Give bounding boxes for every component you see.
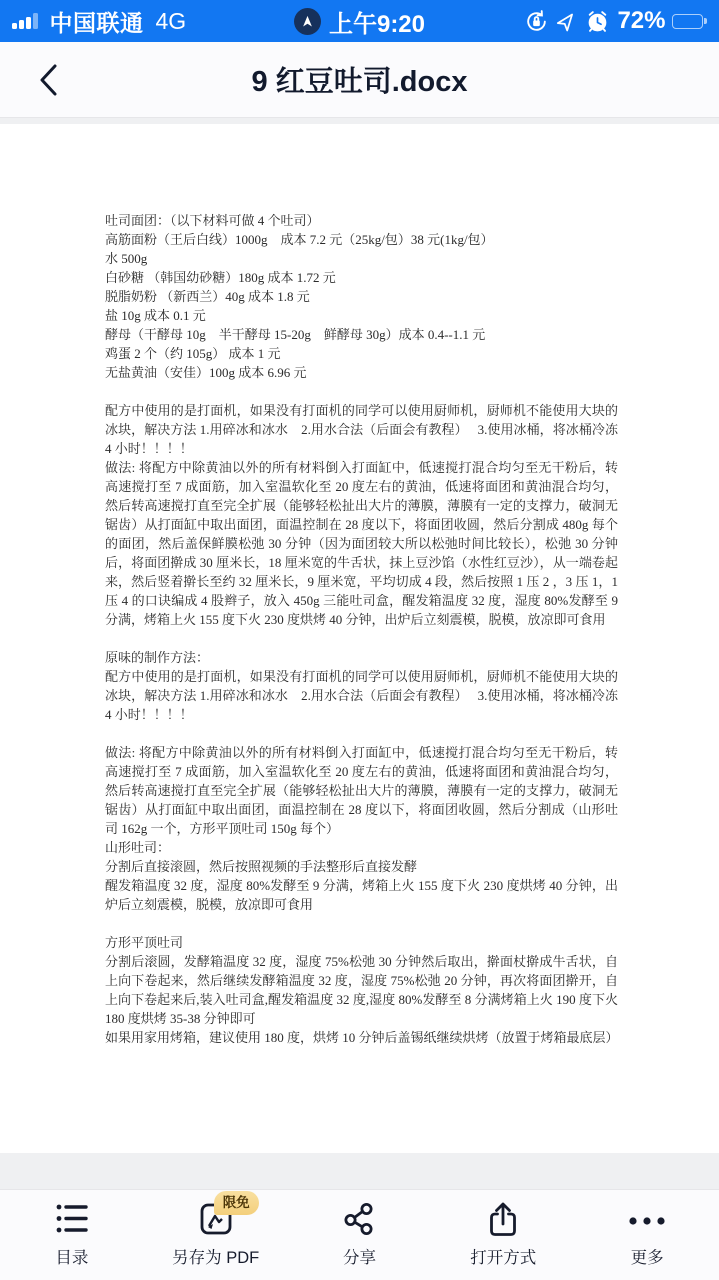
doc-paragraph-blank: [105, 724, 618, 743]
more-label: 更多: [630, 1249, 664, 1267]
share-button[interactable]: [288, 1198, 432, 1280]
carrier-label: 中国联通: [49, 9, 144, 36]
back-button[interactable]: [26, 58, 70, 102]
doc-paragraph: 做法: 将配方中除黄油以外的所有材料倒入打面缸中，低速搅打混合均匀至无干粉后，转高速搅打至 7 成面筋，加入室温软化至 20 度左右的黄油，低速将面团和黄油混合均匀，然后转高速搅打直至完全扩展（能够轻松扯出大片的薄膜，薄膜有一定的支撑力，破洞无锯齿）从打面缸中取出面团，面温控制在 28 度以下，将面团收圆，然后分割成（山形吐司 162g 一个，方形平顶吐司 150g 每个）: [105, 745, 618, 836]
status-center: [294, 4, 425, 39]
doc-paragraph: 无盐黄油（安佳）100g 成本 6.96 元: [105, 365, 307, 380]
bottom-toolbar: [0, 1189, 719, 1280]
document-title: 9 红豆吐司.docx: [251, 66, 468, 98]
share-nodes-icon: [341, 1198, 377, 1240]
doc-paragraph: 脱脂奶粉 （新西兰）40g 成本 1.8 元: [105, 289, 310, 304]
alarm-clock-icon: [585, 9, 610, 34]
doc-paragraph-blank: [105, 914, 618, 933]
rotation-lock-icon: [524, 9, 549, 34]
network-type-label: 4G: [155, 7, 187, 34]
toc-list-icon: [53, 1198, 91, 1240]
doc-paragraph: 吐司面团：（以下材料可做 4 个吐司）: [105, 213, 320, 228]
open-with-icon: [485, 1198, 521, 1240]
doc-paragraph: 高筋面粉（王后白线）1000g 成本 7.2 元（25kg/包）38 元(1kg/包）: [105, 232, 494, 247]
share-label: 分享: [342, 1249, 376, 1267]
doc-paragraph: 山形吐司：: [105, 840, 171, 855]
doc-paragraph: 醒发箱温度 32 度，湿度 80%发酵至 9 分满，烤箱上火 155 度下火 230 度烘烤 40 分钟，出炉后立刻震模，脱模，放凉即可食用: [105, 878, 618, 912]
doc-paragraph: 水 500g: [105, 251, 148, 266]
limited-free-badge: 限免: [214, 1191, 259, 1215]
open-with-label: 打开方式: [470, 1249, 537, 1267]
doc-paragraph-blank: [105, 629, 618, 648]
signal-bars-icon: [12, 13, 38, 29]
doc-paragraph-blank: [105, 382, 618, 401]
clock-time-label: 上午9:20: [328, 10, 426, 38]
more-dots-icon: [625, 1198, 669, 1240]
doc-paragraph: 配方中使用的是打面机，如果没有打面机的同学可以使用厨师机，厨师机不能使用大块的冰块，解决方法 1.用碎冰和冰水 2.用水合法（后面会有教程） 3.使用冰桶，将冰桶冷冻 4 小时！！！！: [105, 669, 618, 722]
nav-bar: [0, 42, 719, 118]
open-with-button[interactable]: [431, 1198, 575, 1280]
doc-paragraph: 如果用家用烤箱，建议使用 180 度，烘烤 10 分钟后盖锡纸继续烘烤（放置于烤箱最底层）: [105, 1030, 619, 1045]
doc-paragraph: 酵母（干酵母 10g 半干酵母 15-20g 鲜酵母 30g）成本 0.4--1.1 元: [105, 327, 486, 342]
battery-percent-label: 72%: [617, 7, 666, 34]
doc-paragraph: 白砂糖 （韩国幼砂糖）180g 成本 1.72 元: [105, 270, 336, 285]
chevron-left-icon: [36, 62, 60, 98]
toc-button[interactable]: [0, 1198, 144, 1280]
location-active-circle-icon: [294, 8, 321, 35]
document-page: [0, 124, 719, 1153]
doc-paragraph: 分割后直接滚圆，然后按照视频的手法整形后直接发酵: [105, 859, 418, 874]
doc-paragraph: 盐 10g 成本 0.1 元: [105, 308, 206, 323]
doc-paragraph: 做法: 将配方中除黄油以外的所有材料倒入打面缸中，低速搅打混合均匀至无干粉后，转高速搅打至 7 成面筋，加入室温软化至 20 度左右的黄油，低速将面团和黄油混合均匀，然后转高速搅打直至完全扩展（能够轻松扯出大片的薄膜，薄膜有一定的支撑力，破洞无锯齿）从打面缸中取出面团，面温控制在 28 度以下，将面团收圆，然后分割成 480g 每个的面团，然后盖保鲜膜松弛 30 分钟（因为面团较大所以松弛时间比较长），松弛 30 分钟后，将面团擀成 30 厘米长，18 厘米宽的牛舌状，抹上豆沙馅（水性红豆沙），从一端卷起来，然后竖着擀长至约 32 厘米长，9 厘米宽，平均切成 4 段，然后按照 1 压 2 ，3 压 1，1 压 4 的口诀编成 4 股辫子，放入 450g 三能吐司盒，醒发箱温度 32 度，湿度 80%发酵至 9 分满，烤箱上火 155 度下火 230 度烘烤 40 分钟，出炉后立刻震模，脱模，放凉即可食用: [105, 460, 618, 627]
doc-paragraph: 方形平顶吐司: [105, 935, 184, 950]
toc-label: 目录: [55, 1249, 89, 1267]
battery-icon: [672, 14, 707, 29]
save-as-pdf-label: 另存为 PDF: [172, 1249, 260, 1267]
document-viewport[interactable]: [0, 118, 719, 1189]
pdf-export-icon: [198, 1195, 250, 1240]
doc-paragraph: 鸡蛋 2 个（约 105g） 成本 1 元: [105, 346, 281, 361]
more-button[interactable]: [575, 1198, 719, 1280]
doc-paragraph: 原味的制作方法：: [105, 650, 210, 665]
doc-paragraph: 分割后滚圆，发酵箱温度 32 度，湿度 75%松弛 30 分钟然后取出，擀面杖擀成牛舌状，自上向下卷起来，然后继续发酵箱温度 32 度，湿度 75%松弛 20 分钟，再次将面团擀开，自上向下卷起来后,装入吐司盒,醒发箱温度 32 度,湿度 80%发酵至 8 分满烤箱上火 190 度下火 180 度烘烤 35-38 分钟即可: [105, 954, 618, 1026]
status-left: [12, 5, 272, 38]
save-as-pdf-button[interactable]: [144, 1195, 288, 1280]
doc-paragraph: 配方中使用的是打面机，如果没有打面机的同学可以使用厨师机，厨师机不能使用大块的冰块，解决方法 1.用碎冰和冰水 2.用水合法（后面会有教程） 3.使用冰桶，将冰桶冷冻 4 小时！！！！: [105, 403, 618, 456]
location-arrow-icon: [556, 10, 578, 32]
status-right: [447, 7, 707, 35]
status-bar: [0, 0, 719, 42]
